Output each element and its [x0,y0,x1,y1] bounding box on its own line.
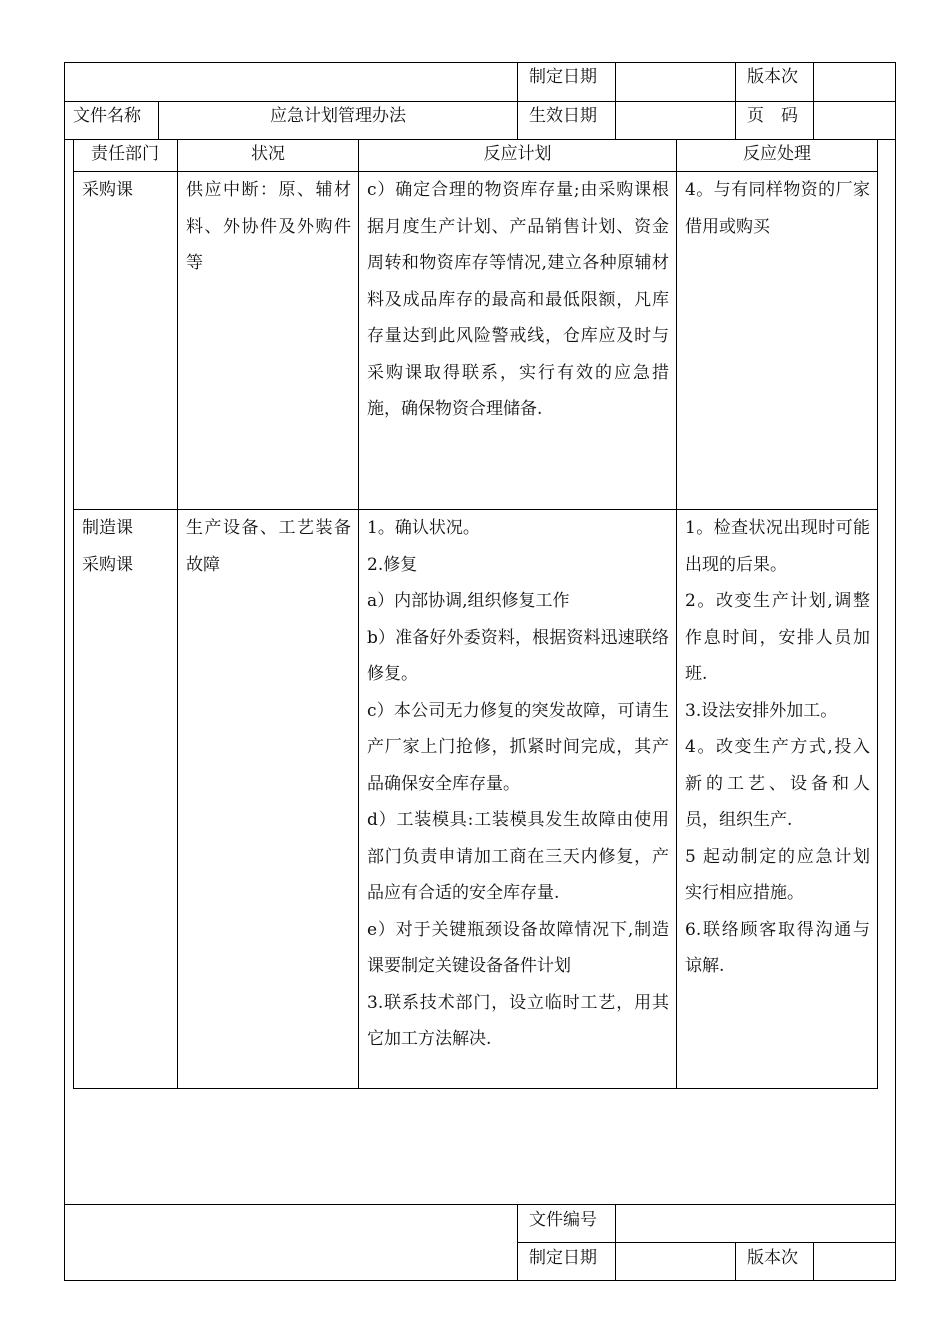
page-label: 页 码 [747,106,798,126]
row2-handling-item: 5 起动制定的应急计划实行相应措施。 [685,846,870,903]
row2-dept-line: 采购课 [82,554,133,575]
row2-handling-cell [685,510,870,985]
row2-handling-item: 4。改变生产方式,投入新的工艺、设备和人员，组织生产. [685,737,870,830]
footer-version-label: 版本次 [747,1248,798,1268]
col-header-situation: 状况 [251,144,285,164]
response-table [73,139,879,1089]
row2-plan-cell [367,510,669,1058]
col-header-plan: 反应计划 [483,144,552,164]
header-vline-4 [735,63,736,139]
row2-situation-cell [186,510,351,583]
table-bottom-border [73,1088,878,1089]
footer-vline-3 [735,1242,736,1281]
row1-plan-cell [367,172,669,428]
row1-dept-cell [82,172,172,209]
row2-plan-item: c）本公司无力修复的突发故障，可请生产厂家上门抢修，抓紧时间完成，其产品确保安全库存量。 [367,700,669,794]
effective-date-label: 生效日期 [529,106,597,126]
doc-name-value: 应急计划管理办法 [270,106,406,126]
footer-top-border [65,1204,895,1205]
row1-handling-text: 4。与有同样物资的厂家借用或购买 [685,180,870,237]
row2-handling-item: 3.设法安排外加工。 [685,700,838,721]
footer-vline-1 [517,1204,518,1281]
row2-plan-item: a）内部协调,组织修复工作 [367,591,570,611]
footer-vline-2 [615,1204,616,1281]
row2-plan-item: b）准备好外委资料，根据资料迅速联络修复。 [367,627,669,684]
doc-number-label: 文件编号 [529,1210,597,1230]
row1-situation-cell [186,172,351,282]
document-page [64,62,896,1281]
footer-vline-4 [813,1242,814,1281]
col-header-dept: 责任部门 [91,144,159,164]
made-date-label: 制定日期 [529,67,597,87]
header-vline-3 [615,63,616,139]
row1-situation-text: 供应中断：原、辅材料、外协件及外购件等 [186,180,351,273]
doc-name-label: 文件名称 [73,106,141,126]
row1-plan-text: c）确定合理的物资库存量;由采购课根据月度生产计划、产品销售计划、资金周转和物资库存等情况,建立各种原辅材料及成品库存的最高和最低限额，凡库存量达到此风险警戒线，仓库应及时与采购课取得联系，实行有效的应急措施，确保物资合理储备. [367,180,669,419]
header-row-divider [65,101,895,102]
version-label: 版本次 [747,67,798,87]
footer-made-date-label: 制定日期 [529,1248,597,1268]
row2-dept-cell [82,510,172,583]
row2-plan-item: 1。确认状况。 [367,518,480,538]
row1-dept-line: 采购课 [82,180,133,200]
col-header-handling: 反应处理 [743,144,811,164]
row2-dept-line: 制造课 [82,518,133,538]
row2-handling-item: 1。检查状况出现时可能出现的后果。 [685,518,870,575]
table-row-1 [73,172,878,509]
row2-plan-item: d）工装模具:工装模具发生故障由使用部门负责申请加工商在三天内修复，产品应有合适的安全库存量. [367,810,669,903]
header-vline-2 [517,63,518,139]
row2-plan-item: 3.联系技术部门，设立临时工艺，用其它加工方法解决. [367,992,669,1049]
row1-handling-cell [685,172,870,245]
row2-situation-text: 生产设备、工艺装备故障 [186,518,351,575]
header-vline-5 [813,63,814,139]
table-row-2 [73,510,878,1088]
row2-plan-item: 2.修复 [367,554,418,575]
row2-handling-item: 6.联络顾客取得沟通与谅解. [685,919,870,976]
footer-row-divider [517,1242,895,1243]
row2-plan-item: e）对于关键瓶颈设备故障情况下,制造课要制定关键设备备件计划 [367,919,669,976]
row2-handling-item: 2。改变生产计划,调整作息时间，安排人员加班. [685,591,870,684]
